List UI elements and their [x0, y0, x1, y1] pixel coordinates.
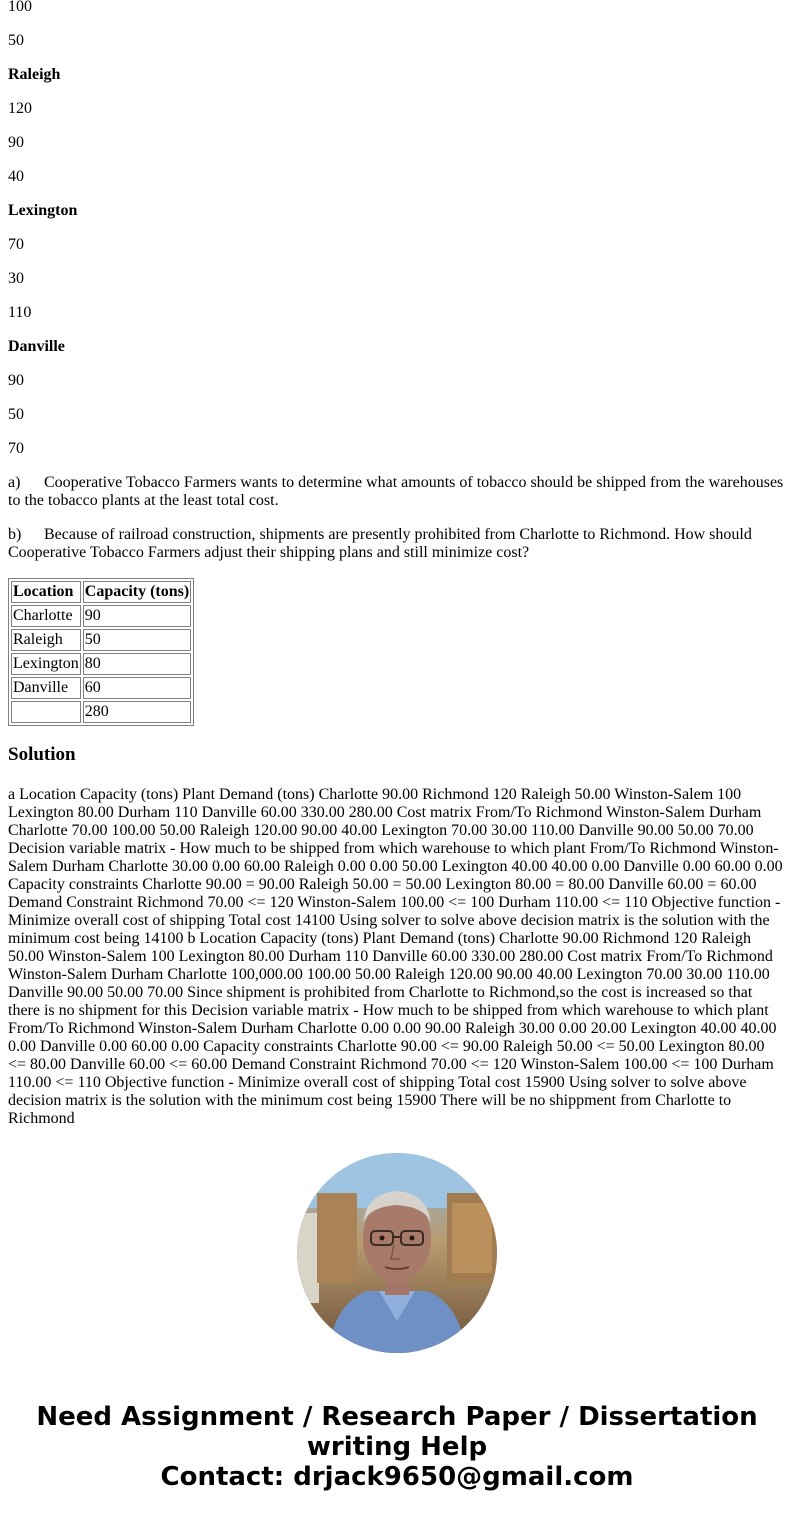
document-body [8, 0, 786, 1128]
table-row [11, 629, 191, 651]
table-cell: Raleigh [11, 629, 81, 651]
question-text: Because of railroad construction, shipments are presently prohibited from Charlotte to Richmond. How should Cooperative Tobacco Farmers adjust their shipping plans and still minimize cost? [8, 526, 752, 561]
value-line: 70 [8, 440, 24, 457]
person-photo-icon [297, 1153, 497, 1353]
value-line: 40 [8, 168, 24, 185]
value-line: 50 [8, 406, 24, 423]
solution-text: a Location Capacity (tons) Plant Demand (tons) Charlotte 90.00 Richmond 120 Raleigh 50.00 Winston-Salem 100 Lexington 80.00 Durham 110 Danville 60.00 330.00 280.00 Cost matrix From/To Richmond Winston-Salem Durham Charlotte 70.00 100.00 50.00 Raleigh 120.00 90.00 40.00 Lexington 70.00 30.00 110.00 Danville 90.00 50.00 70.00 Decision variable matrix - How much to be shipped from which warehouse to which plant From/To Richmond Winston-Salem Durham Charlotte 30.00 0.00 60.00 Raleigh 0.00 0.00 50.00 Lexington 40.00 40.00 0.00 Danville 0.00 60.00 0.00 Capacity constraints Charlotte 90.00 = 90.00 Raleigh 50.00 = 50.00 Lexington 80.00 = 80.00 Danville 60.00 = 60.00 Demand Constraint Richmond 70.00 <= 120 Winston-Salem 100.00 <= 100 Durham 110.00 <= 110 Objective function - Minimize overall cost of shipping Total cost 14100 Using solver to solve above decision matrix is the solution with the minimum cost being 14100 b Location Capacity (tons) Plant Demand (tons) Charlotte 90.00 Richmond 120 Raleigh 50.00 Winston-Salem 100 Lexington 80.00 Durham 110 Danville 60.00 330.00 280.00 Cost matrix From/To Richmond Winston-Salem Durham Charlotte 100,000.00 100.00 50.00 Raleigh 120.00 90.00 40.00 Lexington 70.00 30.00 110.00 Danville 90.00 50.00 70.00 Since shipment is prohibited from Charlotte to Richmond,so the cost is increased so that there is no shipment for this Decision variable matrix - How much to be shipped from which warehouse to which plant From/To Richmond Winston-Salem Durham Charlotte 0.00 0.00 90.00 Raleigh 30.00 0.00 20.00 Lexington 40.00 40.00 0.00 Danville 0.00 60.00 0.00 Capacity constraints Charlotte 90.00 <= 90.00 Raleigh 50.00 <= 50.00 Lexington 80.00 <= 80.00 Danville 60.00 <= 60.00 Demand Constraint Richmond 70.00 <= 120 Winston-Salem 100.00 <= 100 Durham 110.00 <= 110 Objective function - Minimize overall cost of shipping Total cost 15900 Using solver to solve above decision matrix is the solution with the minimum cost being 15900 There will be no shippment from Charlotte to Richmond [8, 786, 783, 1127]
table-cell: Danville [11, 677, 81, 699]
table-row [11, 701, 191, 723]
value-line: 90 [8, 134, 24, 151]
table-cell: 280 [83, 701, 191, 723]
table-cell: 50 [83, 629, 191, 651]
value-line: 30 [8, 270, 24, 287]
table-row [11, 653, 191, 675]
city-heading-danville: Danville [8, 338, 65, 355]
value-line: 100 [8, 0, 32, 15]
footer-contact: Contact: drjack9650@gmail.com [160, 1462, 634, 1492]
footer-line: Need Assignment / Research Paper / Dissertation [36, 1402, 758, 1432]
footer-line: writing Help [306, 1432, 488, 1462]
table-cell [11, 701, 81, 723]
value-line: 110 [8, 304, 32, 321]
footer-banner [0, 1402, 794, 1492]
column-header: Location [11, 581, 81, 603]
capacity-table [8, 578, 194, 726]
city-heading-raleigh: Raleigh [8, 66, 61, 83]
table-cell: 90 [83, 605, 191, 627]
table-row [11, 605, 191, 627]
question-label: a) [8, 474, 21, 491]
column-header: Capacity (tons) [83, 581, 191, 603]
table-row [11, 677, 191, 699]
table-cell: Lexington [11, 653, 81, 675]
value-line: 90 [8, 372, 24, 389]
question-a [8, 474, 786, 510]
table-cell: 80 [83, 653, 191, 675]
table-cell: Charlotte [11, 605, 81, 627]
question-b [8, 526, 786, 562]
table-cell: 60 [83, 677, 191, 699]
value-line: 120 [8, 100, 32, 117]
author-avatar [297, 1153, 497, 1353]
solution-heading: Solution [8, 744, 76, 765]
question-text: Cooperative Tobacco Farmers wants to determine what amounts of tobacco should be shipped from the warehouses to the tobacco plants at the least total cost. [8, 474, 784, 509]
value-line: 50 [8, 32, 24, 49]
value-line: 70 [8, 236, 24, 253]
city-heading-lexington: Lexington [8, 202, 78, 219]
question-label: b) [8, 526, 22, 543]
table-header-row [11, 581, 191, 603]
